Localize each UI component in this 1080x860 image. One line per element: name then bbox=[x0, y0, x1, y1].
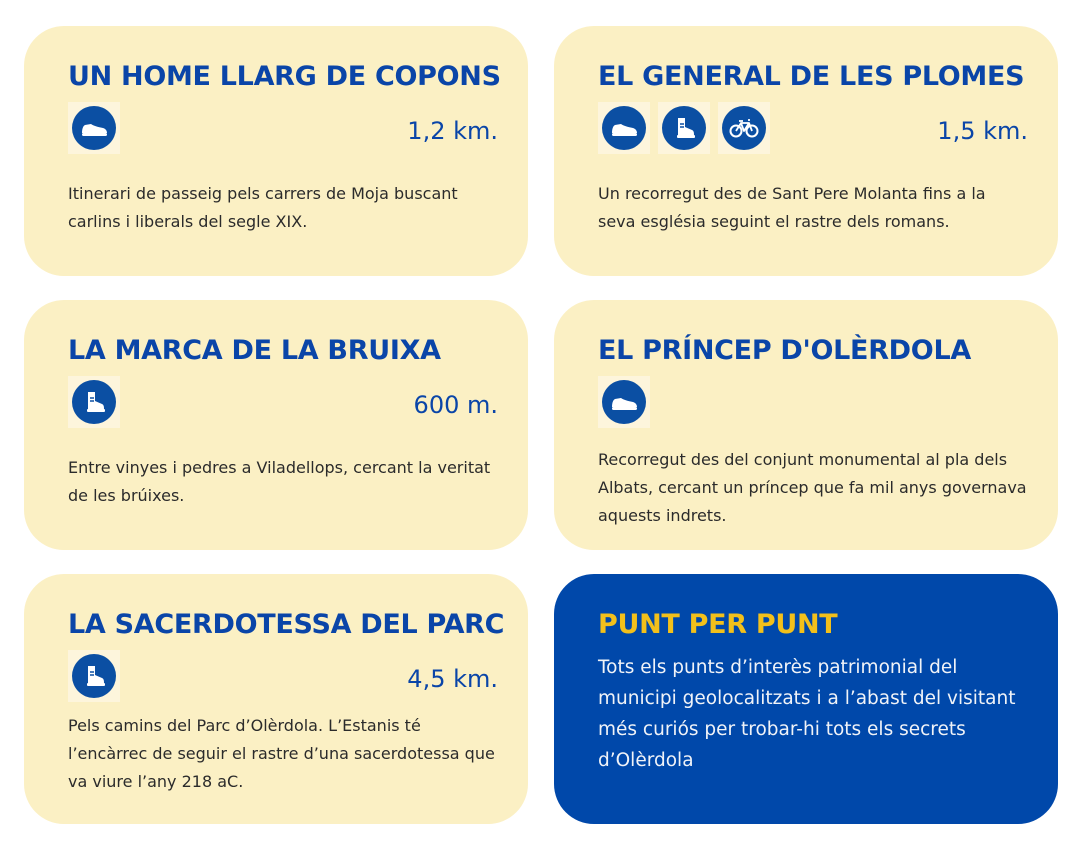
feature-title: PUNT PER PUNT bbox=[598, 609, 838, 640]
card-title: EL GENERAL DE LES PLOMES bbox=[598, 61, 1025, 92]
card-title: UN HOME LLARG DE COPONS bbox=[68, 61, 501, 92]
feature-card-punt-per-punt[interactable] bbox=[554, 574, 1058, 824]
distance-label: 4,5 km. bbox=[407, 665, 498, 693]
card-title: LA MARCA DE LA BRUIXA bbox=[68, 335, 441, 366]
card-meta-row bbox=[68, 650, 498, 706]
distance-label: 1,5 km. bbox=[937, 117, 1028, 145]
bicycle-icon bbox=[718, 102, 770, 154]
card-description: Itinerari de passeig pels carrers de Moja buscant carlins i liberals del segle XIX. bbox=[68, 184, 458, 231]
walking-shoe-icon bbox=[68, 102, 120, 154]
hiking-boot-icon bbox=[68, 376, 120, 428]
card-title: EL PRÍNCEP D'OLÈRDOLA bbox=[598, 335, 971, 366]
card-meta-row bbox=[68, 376, 498, 432]
card-description: Recorregut des del conjunt monumental al pla dels Albats, cercant un príncep que fa mil anys governava aquests indrets. bbox=[598, 450, 1027, 525]
card-meta-row bbox=[68, 102, 498, 158]
card-meta-row bbox=[598, 102, 1028, 158]
feature-description: Tots els punts d’interès patrimonial del municipi geolocalitzats i a l’abast del visitant més curiós per trobar-hi tots els secrets d’Olèrdola bbox=[598, 657, 1016, 771]
card-title: LA SACERDOTESSA DEL PARC bbox=[68, 609, 505, 640]
card-meta-row bbox=[598, 376, 1028, 432]
walking-shoe-icon bbox=[598, 376, 650, 428]
route-card-princep-d-olerdola[interactable] bbox=[554, 300, 1058, 550]
walking-shoe-icon bbox=[598, 102, 650, 154]
distance-label: 1,2 km. bbox=[407, 117, 498, 145]
route-card-sacerdotessa-del-parc[interactable] bbox=[24, 574, 528, 824]
route-card-marca-de-la-bruixa[interactable] bbox=[24, 300, 528, 550]
hiking-boot-icon bbox=[658, 102, 710, 154]
route-card-home-llarg-de-copons[interactable] bbox=[24, 26, 528, 276]
card-description: Entre vinyes i pedres a Viladellops, cercant la veritat de les brúixes. bbox=[68, 458, 491, 505]
card-description: Un recorregut des de Sant Pere Molanta fins a la seva església seguint el rastre dels romans. bbox=[598, 184, 986, 231]
route-card-general-de-les-plomes[interactable] bbox=[554, 26, 1058, 276]
distance-label: 600 m. bbox=[413, 391, 498, 419]
card-description: Pels camins del Parc d’Olèrdola. L’Estanis té l’encàrrec de seguir el rastre d’una sacerdotessa que va viure l’any 218 aC. bbox=[68, 716, 495, 791]
hiking-boot-icon bbox=[68, 650, 120, 702]
